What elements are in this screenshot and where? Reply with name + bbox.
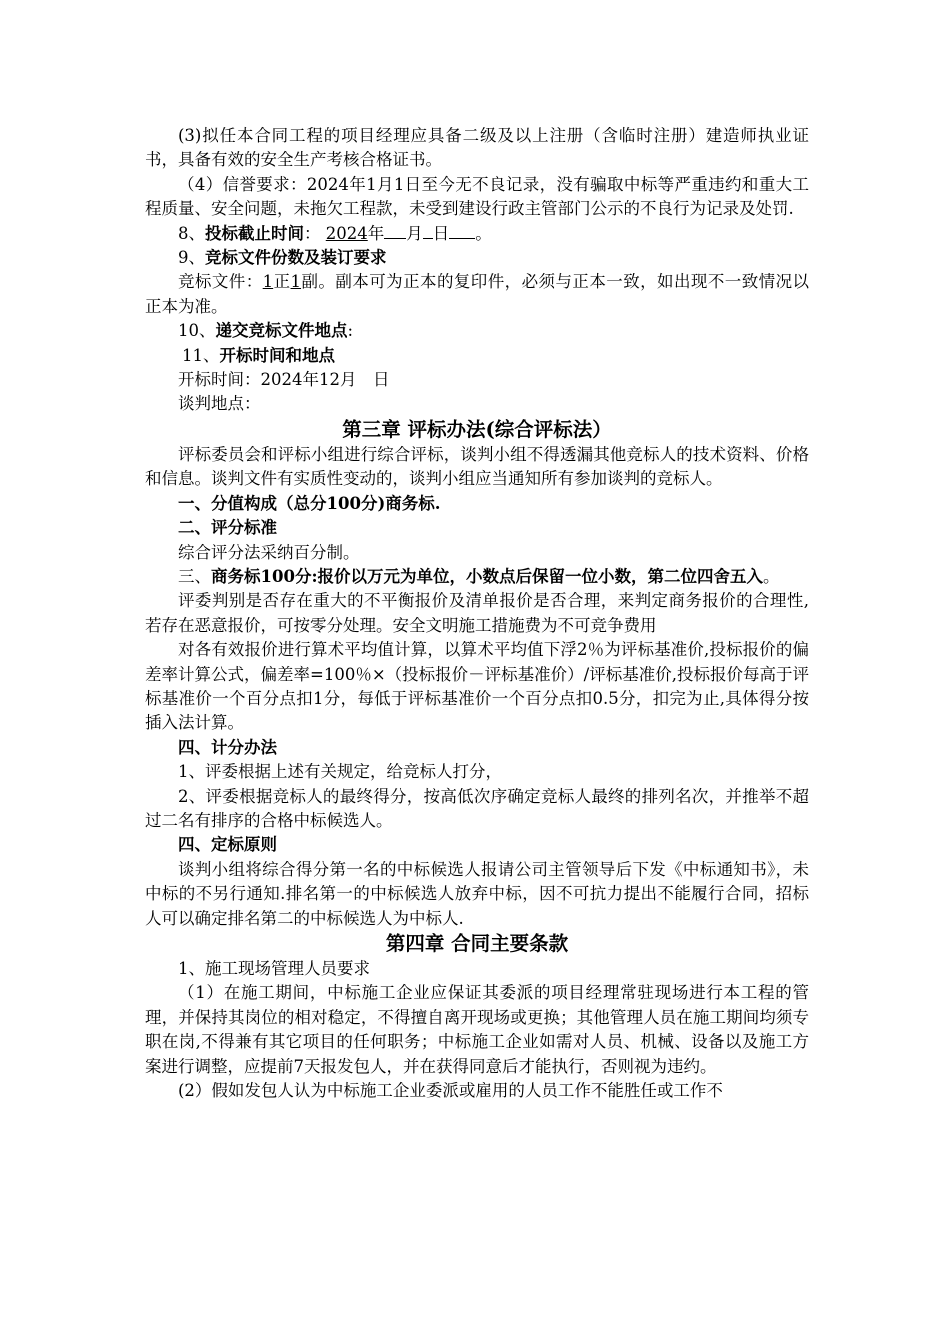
item-number: 10、 <box>178 321 216 341</box>
item-number: 9、 <box>178 248 205 268</box>
submission-place-label: 递交竞标文件地点 <box>215 321 348 341</box>
original-count: 1 <box>262 272 274 292</box>
year-char: 年 <box>367 223 385 243</box>
colon: : <box>347 321 354 341</box>
item-number: 三、 <box>178 566 211 586</box>
paragraph-site-staff-2: (2）假如发包人认为中标施工企业委派或雇用的人员工作不能胜任或工作不 <box>178 1081 723 1101</box>
commercial-bid-text: 商务标100分:报价以万元为单位，小数点后保留一位小数，第二位四舍五入 <box>211 566 764 586</box>
day-blank <box>423 237 433 239</box>
chapter-4-heading: 第四章 合同主要条款 <box>385 932 569 955</box>
section-scoring-standard: 二、评分标准 <box>178 518 277 538</box>
paragraph-scoring-step-2: 2、评委根据竞标人的最终得分，按高低次序确定竞标人最终的排列名次，并推举不超过二名有排序的合格中标候选人。 <box>145 786 809 830</box>
paragraph-site-staff: 1、施工现场管理人员要求 <box>178 959 370 978</box>
paragraph-opening-time: 开标时间：2024年12月 日 <box>178 370 390 390</box>
deadline-year: 2024 <box>325 223 368 243</box>
paragraph-negotiation-place: 谈判地点： <box>178 394 261 414</box>
month-blank <box>384 237 406 239</box>
paragraph-deviation-formula: 对各有效报价进行算术平均值计算，以算术平均值下浮2％为评标基准价,投标报价的偏差率计算公式，偏差率=100％×（投标报价－评标基准价）/评标基准价,投标报价每高于评标基准价一个百分点扣1分，每低于评标基准价一个百分点扣0.5分，扣完为止,具体得分按插入法计算。 <box>145 640 809 733</box>
paragraph-bid-deadline <box>145 222 809 246</box>
paragraph-site-staff-1: （1）在施工期间，中标施工企业应保证其委派的项目经理常驻现场进行本工程的管理，并保持其岗位的相对稳定，不得擅自离开现场或更换；其他管理人员在施工期间均须专职在岗,不得兼有其它项目的任何职务；中标施工企业如需对人员、机械、设备以及施工方案进行调整，应提前7天报发包人，并在获得同意后才能执行，否则视为违约。 <box>145 983 809 1076</box>
paragraph-percentage-system: 综合评分法采纳百分制。 <box>178 542 360 562</box>
separator: ： <box>304 223 321 243</box>
section-scoring-method: 四、计分办法 <box>178 737 277 757</box>
opening-heading: 开标时间和地点 <box>219 345 335 365</box>
hour-blank <box>449 237 475 239</box>
paragraph-award-detail: 谈判小组将综合得分第一名的中标候选人报请公司主管领导后下发《中标通知书》，未中标的不另行通知.排名第一的中标候选人放弃中标，因不可抗力提出不能履行合同，招标人可以确定排名第二的中标候选人为中标人. <box>145 859 809 928</box>
copies-heading: 竞标文件份数及装订要求 <box>205 248 387 268</box>
item-number: 11、 <box>182 345 220 365</box>
copies-label: 竞标文件： <box>178 272 263 292</box>
paragraph-opening-heading <box>145 344 809 368</box>
paragraph-submission-place <box>145 319 809 343</box>
day-char: 日 <box>432 223 450 243</box>
section-award-principle: 四、定标原则 <box>178 835 277 855</box>
chapter-3-heading: 第三章 评标办法(综合评标法） <box>342 417 612 441</box>
copies-text: 副。副本可为正本的复印件，必须与正本一致，如出现不一致情况以正本为准。 <box>145 272 810 316</box>
paragraph-pm-qualification: (3)拟任本合同工程的项目经理应具备二级及以上注册（含临时注册）建造师执业证书，具备有效的安全生产考核合格证书。 <box>145 126 809 170</box>
sentence-end: 。 <box>475 223 492 243</box>
paragraph-commercial-bid <box>145 565 809 589</box>
paragraph-credit-requirement: （4）信誉要求：2024年1月1日至今无不良记录，没有骗取中标等严重违约和重大工程质量、安全问题，未拖欠工程款，未受到建设行政主管部门公示的不良行为记录及处罚. <box>145 174 809 219</box>
paragraph-scoring-step-1: 1、评委根据上述有关规定，给竞标人打分， <box>178 762 502 782</box>
paragraph-unbalanced-bid: 评委判别是否存在重大的不平衡报价及清单报价是否合理，来判定商务报价的合理性,若存在恶意报价，可按零分处理。安全文明施工措施费为不可竞争费用 <box>145 591 809 635</box>
original-label: 正 <box>273 272 291 292</box>
copy-count: 1 <box>290 272 302 292</box>
month-char: 月 <box>406 223 423 243</box>
item-number: 8、 <box>178 223 205 243</box>
paragraph-copies-heading <box>145 246 809 270</box>
section-score-composition: 一、分值构成（总分100分)商务标. <box>178 493 441 513</box>
paragraph-evaluation-intro: 评标委员会和评标小组进行综合评标，谈判小组不得透漏其他竞标人的技术资料、价格和信息。谈判文件有实质性变动的，谈判小组应当通知所有参加谈判的竞标人。 <box>145 444 809 489</box>
paragraph-copies-detail <box>145 270 809 319</box>
document-body <box>145 124 809 1103</box>
sentence-end: 。 <box>763 566 780 586</box>
bid-deadline-label: 投标截止时间 <box>205 223 304 243</box>
